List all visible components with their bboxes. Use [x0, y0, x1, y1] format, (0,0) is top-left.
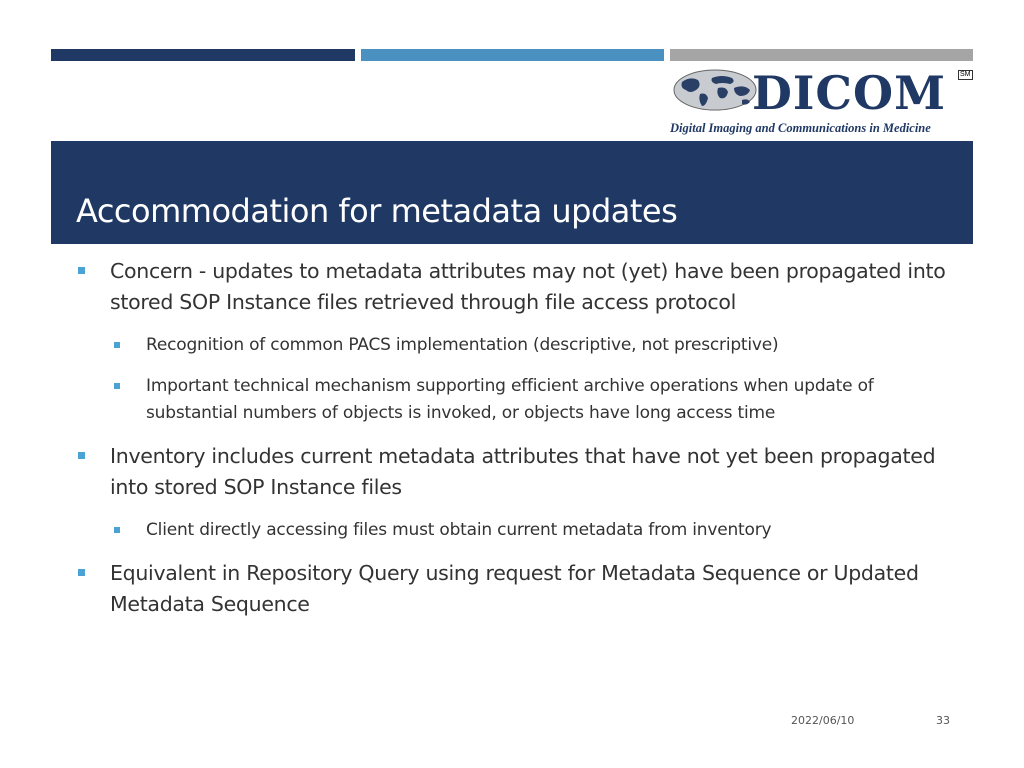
- square-bullet-icon: [114, 527, 120, 533]
- square-bullet-icon: [78, 569, 85, 576]
- footer-date: 2022/06/10: [791, 714, 855, 727]
- bullet-item: [76, 256, 956, 318]
- bullet-text: Concern - updates to metadata attributes may not (yet) have been propagated into stored SOP Instance files retrieved through file access protocol: [110, 259, 946, 314]
- title-bar: [51, 141, 973, 244]
- sub-bullet-item: [112, 517, 956, 544]
- square-bullet-icon: [114, 342, 120, 348]
- sub-bullet-text: Important technical mechanism supporting efficient archive operations when update of substantial numbers of objects is invoked, or objects have long access time: [146, 376, 874, 423]
- header-stripe-blue: [361, 49, 664, 61]
- bullet-text: Inventory includes current metadata attributes that have not yet been propagated into stored SOP Instance files: [110, 444, 936, 499]
- bullet-list: [76, 256, 956, 634]
- sub-bullet-text: Client directly accessing files must obtain current metadata from inventory: [146, 520, 772, 540]
- bullet-item: [76, 558, 956, 620]
- slide-title: Accommodation for metadata updates: [76, 192, 678, 230]
- square-bullet-icon: [78, 267, 85, 274]
- sub-bullet-item: [112, 332, 956, 359]
- square-bullet-icon: [114, 383, 120, 389]
- logo-wordmark: DICOM: [752, 66, 947, 120]
- dicom-logo: [668, 66, 974, 138]
- globe-icon: [672, 68, 758, 112]
- sub-bullet-item: [112, 373, 956, 427]
- bullet-item: [76, 441, 956, 503]
- logo-tagline: Digital Imaging and Communications in Medicine: [670, 121, 931, 135]
- page-number: 33: [936, 714, 950, 727]
- bullet-text: Equivalent in Repository Query using request for Metadata Sequence or Updated Metadata Sequence: [110, 561, 919, 616]
- sub-bullet-text: Recognition of common PACS implementation (descriptive, not prescriptive): [146, 335, 779, 355]
- logo-registered-mark: SM: [960, 71, 971, 78]
- header-stripe-navy: [51, 49, 355, 61]
- square-bullet-icon: [78, 452, 85, 459]
- header-stripe-gray: [670, 49, 973, 61]
